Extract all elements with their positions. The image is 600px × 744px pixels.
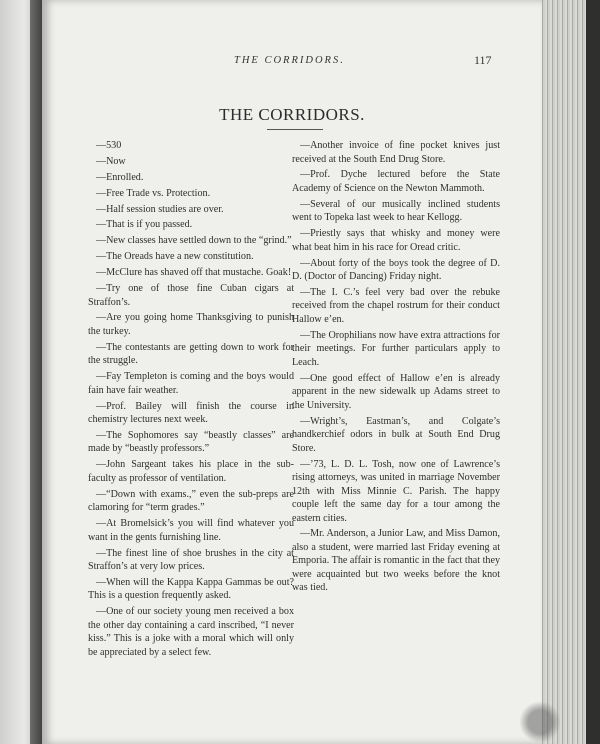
news-item: —About forty of the boys took the degree of D. D. (Doctor of Dancing) Friday night. xyxy=(292,257,500,283)
news-item: —The contestants are getting down to work for the struggle. xyxy=(88,341,294,367)
news-item: —The Sophomores say “beastly classes” are made by “beastly professors.” xyxy=(88,429,294,455)
page-stack-edge xyxy=(540,0,600,744)
news-item: —Wright’s, Eastman’s, and Colgate’s handkerchief odors in bulk at South End Drug Store. xyxy=(292,415,500,454)
news-item: —New classes have settled down to the “grind.” xyxy=(96,235,292,247)
news-item: —“Down with exams.,” even the sub-preps are clamoring for “term grades.” xyxy=(88,488,294,514)
news-item: —One good effect of Hallow e’en is already apparent in the new sidewalk up Adams street to the University. xyxy=(292,372,500,411)
news-item: —John Sargeant takes his place in the sub-faculty as professor of ventilation. xyxy=(88,459,294,484)
news-item: —Enrolled. xyxy=(96,171,144,183)
thumb-shadow xyxy=(520,700,560,744)
news-item: —’73, L. D. L. Tosh, now one of Lawrence’s rising attorneys, was united in marriage November 12th with Miss Minnie C. Parish. The happy couple left the same day for a tour among the eastern cities. xyxy=(292,458,500,524)
news-item: —Half session studies are over. xyxy=(96,203,224,215)
heading-rule xyxy=(267,129,323,130)
news-item: —Mr. Anderson, a Junior Law, and Miss Damon, also a student, were married last Friday evening at Emporia. The affair is romantic in the fact that they were acquainted but two weeks before the knot was tied. xyxy=(292,528,500,594)
news-item: —The I. C.’s feel very bad over the rebuke received from the chapel rostrum for their conduct Hallow e’en. xyxy=(292,286,500,325)
news-item: —At Bromelsick’s you will find whatever you want in the gents furnishing line. xyxy=(88,518,294,543)
news-item: —The finest line of shoe brushes in the city at Straffon’s at very low prices. xyxy=(88,547,294,573)
news-item: —The Orophilians now have extra attractions for their meetings. For further particulars apply to Leach. xyxy=(292,329,500,368)
news-item: —Priestly says that whisky and money were what beat him in his race for Oread critic. xyxy=(292,228,500,253)
news-item: —Another invoice of fine pocket knives just received at the South End Drug Store. xyxy=(292,140,500,165)
section-heading: THE CORRIDORS. xyxy=(219,105,365,124)
news-item: —Try one of those fine Cuban cigars at Straffon’s. xyxy=(88,283,294,308)
news-item: —Several of our musically inclined students went to Topeka last week to hear Kellogg. xyxy=(292,198,500,224)
left-column xyxy=(88,139,294,662)
news-item: —One of our society young men received a box the other day containing a card inscribed, “I never kiss.” This is a joke with a moral which will only be appreciated by a select few. xyxy=(88,606,294,658)
news-item: —McClure has shaved off that mustache. Goak! xyxy=(96,267,292,279)
news-item: —The Oreads have a new constitution. xyxy=(96,251,254,263)
news-item: —Free Trade vs. Protection. xyxy=(96,187,211,199)
page-number: 117 xyxy=(474,53,492,67)
news-item: —Now xyxy=(96,155,126,167)
right-column xyxy=(292,139,500,597)
running-head xyxy=(42,55,542,71)
news-item: —Prof. Bailey will finish the course in chemistry lectures next week. xyxy=(88,400,294,426)
news-item: —That is if you passed. xyxy=(96,219,193,231)
news-item: —Fay Templeton is coming and the boys would fain have fair weather. xyxy=(88,371,294,396)
running-head-title: THE CORRIDORS. xyxy=(234,55,345,66)
news-item: —Are you going home Thanksgiving to punish the turkey. xyxy=(88,312,294,337)
book-page xyxy=(42,0,542,744)
news-item: —When will the Kappa Kappa Gammas be out? This is a question frequently asked. xyxy=(88,576,294,602)
news-item: —Prof. Dyche lectured before the State Academy of Science on the Newton Mammoth. xyxy=(292,169,500,194)
news-item: —530 xyxy=(96,140,122,151)
